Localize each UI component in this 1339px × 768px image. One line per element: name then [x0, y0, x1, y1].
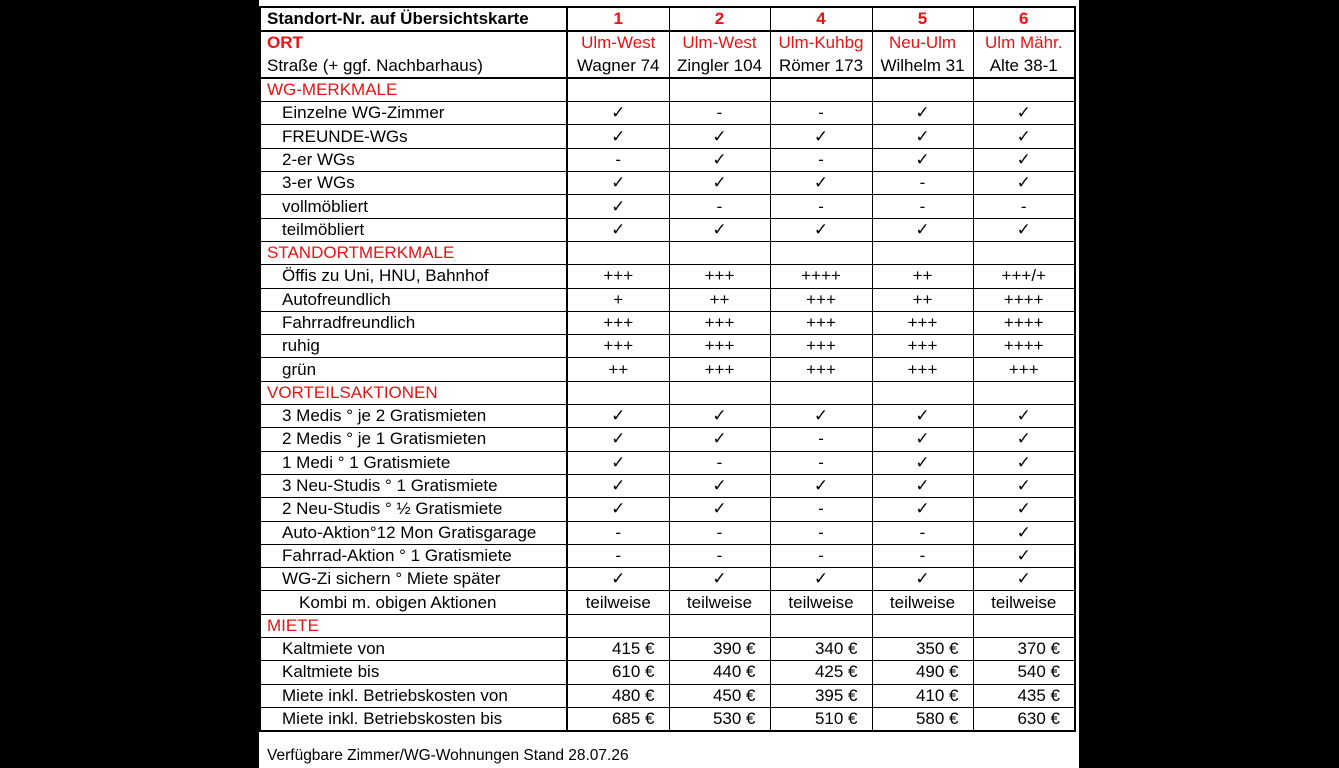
row-value: 340 € [770, 638, 872, 661]
row-value: ✓ [669, 428, 770, 451]
table-row [260, 265, 1075, 288]
row-value: ✓ [770, 172, 872, 195]
row-value: 530 € [669, 707, 770, 731]
table-row [260, 218, 1075, 241]
row-value: 685 € [567, 707, 669, 731]
row-value: ✓ [567, 218, 669, 241]
location-ort: Ulm Mähr. [973, 31, 1075, 54]
table-row [260, 591, 1075, 614]
row-label: teilmöbliert [260, 218, 567, 241]
row-value: teilweise [872, 591, 973, 614]
header-row-strasse [260, 55, 1075, 78]
row-value: ✓ [973, 218, 1075, 241]
row-value: 390 € [669, 638, 770, 661]
row-value: 580 € [872, 707, 973, 731]
row-value: 440 € [669, 661, 770, 684]
row-value: +++ [567, 311, 669, 334]
empty-cell [973, 381, 1075, 404]
row-label: grün [260, 358, 567, 381]
table-row [260, 428, 1075, 451]
row-value: ✓ [973, 102, 1075, 125]
row-value: ✓ [872, 125, 973, 148]
row-label: 2-er WGs [260, 148, 567, 171]
row-value: 415 € [567, 638, 669, 661]
location-number: 2 [669, 7, 770, 31]
row-label: Miete inkl. Betriebskosten von [260, 684, 567, 707]
row-value: - [770, 148, 872, 171]
header-row-number [260, 7, 1075, 31]
empty-cell [567, 241, 669, 264]
table-row [260, 544, 1075, 567]
row-value: ✓ [669, 148, 770, 171]
row-value: - [669, 544, 770, 567]
table-row [260, 661, 1075, 684]
table-row [260, 684, 1075, 707]
row-value: ✓ [669, 568, 770, 591]
empty-cell [669, 381, 770, 404]
table-row [260, 638, 1075, 661]
row-value: ✓ [770, 474, 872, 497]
row-value: 425 € [770, 661, 872, 684]
row-value: ✓ [669, 172, 770, 195]
row-label: Miete inkl. Betriebskosten bis [260, 707, 567, 731]
table-row [260, 498, 1075, 521]
table-row [260, 474, 1075, 497]
row-value: +++ [770, 358, 872, 381]
row-value: - [770, 498, 872, 521]
row-value: ✓ [567, 451, 669, 474]
row-value: ✓ [872, 498, 973, 521]
row-value: +++ [872, 311, 973, 334]
ort-label: ORT [260, 31, 567, 54]
row-value: - [770, 451, 872, 474]
row-value: ✓ [973, 125, 1075, 148]
row-value: ++++ [973, 288, 1075, 311]
row-label: 2 Neu-Studis ° ½ Gratismiete [260, 498, 567, 521]
empty-cell [770, 381, 872, 404]
row-value: - [567, 521, 669, 544]
row-label: Auto-Aktion°12 Mon Gratisgarage [260, 521, 567, 544]
row-value: ✓ [872, 474, 973, 497]
row-value: ✓ [567, 405, 669, 428]
row-value: +++ [770, 288, 872, 311]
row-value: 435 € [973, 684, 1075, 707]
row-value: - [872, 521, 973, 544]
row-value: - [872, 195, 973, 218]
row-label: 3 Neu-Studis ° 1 Gratismiete [260, 474, 567, 497]
row-value: ++ [872, 288, 973, 311]
row-value: 450 € [669, 684, 770, 707]
row-value: - [770, 102, 872, 125]
row-value: teilweise [669, 591, 770, 614]
row-value: ✓ [973, 544, 1075, 567]
row-value: ✓ [973, 172, 1075, 195]
empty-cell [669, 241, 770, 264]
row-value: ++++ [973, 311, 1075, 334]
empty-cell [669, 78, 770, 102]
row-value: +++ [872, 358, 973, 381]
location-ort: Neu-Ulm [872, 31, 973, 54]
row-value: ++ [567, 358, 669, 381]
empty-cell [973, 78, 1075, 102]
row-value: ✓ [973, 451, 1075, 474]
row-value: ✓ [973, 405, 1075, 428]
row-value: ✓ [669, 474, 770, 497]
row-value: ✓ [567, 498, 669, 521]
row-value: 540 € [973, 661, 1075, 684]
table-row [260, 172, 1075, 195]
row-value: - [872, 544, 973, 567]
section-row [260, 241, 1075, 264]
empty-cell [872, 241, 973, 264]
location-ort: Ulm-West [567, 31, 669, 54]
header-title: Standort-Nr. auf Übersichtskarte [260, 7, 567, 31]
table-row [260, 707, 1075, 731]
row-label: 2 Medis ° je 1 Gratismieten [260, 428, 567, 451]
row-value: ✓ [973, 474, 1075, 497]
section-row [260, 614, 1075, 637]
row-label: ruhig [260, 335, 567, 358]
row-value: ✓ [973, 148, 1075, 171]
row-value: ✓ [567, 172, 669, 195]
row-value: 490 € [872, 661, 973, 684]
table-row [260, 405, 1075, 428]
row-value: +++ [973, 358, 1075, 381]
row-value: +++ [567, 335, 669, 358]
row-value: - [669, 102, 770, 125]
section-title: VORTEILSAKTIONEN [260, 381, 567, 404]
row-value: ✓ [872, 405, 973, 428]
row-value: ✓ [567, 125, 669, 148]
row-value: +++ [669, 311, 770, 334]
row-label: FREUNDE-WGs [260, 125, 567, 148]
location-strasse: Wagner 74 [567, 55, 669, 78]
location-ort: Ulm-Kuhbg [770, 31, 872, 54]
sheet [259, 0, 1079, 768]
table-row [260, 125, 1075, 148]
table-row [260, 195, 1075, 218]
row-value: ✓ [872, 428, 973, 451]
row-value: 370 € [973, 638, 1075, 661]
section-row [260, 381, 1075, 404]
location-number: 4 [770, 7, 872, 31]
empty-cell [567, 78, 669, 102]
row-value: ✓ [872, 218, 973, 241]
row-value: ✓ [770, 125, 872, 148]
row-label: Fahrrad-Aktion ° 1 Gratismiete [260, 544, 567, 567]
location-number: 5 [872, 7, 973, 31]
row-value: ✓ [669, 498, 770, 521]
row-value: teilweise [973, 591, 1075, 614]
row-value: ++ [669, 288, 770, 311]
location-number: 6 [973, 7, 1075, 31]
section-row [260, 78, 1075, 102]
empty-cell [872, 381, 973, 404]
table-row [260, 451, 1075, 474]
row-value: ++++ [770, 265, 872, 288]
row-value: ✓ [872, 451, 973, 474]
empty-cell [770, 78, 872, 102]
row-value: 350 € [872, 638, 973, 661]
empty-cell [872, 614, 973, 637]
empty-cell [973, 614, 1075, 637]
strasse-label: Straße (+ ggf. Nachbarhaus) [260, 55, 567, 78]
footer-note: Verfügbare Zimmer/WG-Wohnungen Stand 28.07.26 [267, 747, 629, 764]
row-value: - [770, 428, 872, 451]
row-label: 3-er WGs [260, 172, 567, 195]
row-value: ✓ [669, 218, 770, 241]
row-value: 395 € [770, 684, 872, 707]
row-value: - [669, 451, 770, 474]
comparison-table [259, 6, 1076, 732]
row-value: - [567, 544, 669, 567]
row-value: - [770, 544, 872, 567]
empty-cell [973, 241, 1075, 264]
row-label: vollmöbliert [260, 195, 567, 218]
row-value: - [770, 521, 872, 544]
row-value: 610 € [567, 661, 669, 684]
table-row [260, 521, 1075, 544]
location-strasse: Alte 38-1 [973, 55, 1075, 78]
table-row [260, 568, 1075, 591]
row-value: 480 € [567, 684, 669, 707]
empty-cell [872, 78, 973, 102]
row-label: Fahrradfreundlich [260, 311, 567, 334]
row-value: ✓ [770, 218, 872, 241]
row-value: teilweise [770, 591, 872, 614]
row-value: +++/+ [973, 265, 1075, 288]
empty-cell [770, 614, 872, 637]
section-title: MIETE [260, 614, 567, 637]
row-label: Kaltmiete von [260, 638, 567, 661]
row-value: - [770, 195, 872, 218]
row-value: ✓ [567, 474, 669, 497]
row-value: - [872, 172, 973, 195]
row-value: - [669, 195, 770, 218]
row-value: 410 € [872, 684, 973, 707]
table-row [260, 148, 1075, 171]
row-label: Öffis zu Uni, HNU, Bahnhof [260, 265, 567, 288]
row-value: ✓ [973, 568, 1075, 591]
row-label: Autofreundlich [260, 288, 567, 311]
row-value: ✓ [770, 405, 872, 428]
location-ort: Ulm-West [669, 31, 770, 54]
row-value: - [567, 148, 669, 171]
row-value: ++++ [973, 335, 1075, 358]
row-value: ✓ [567, 428, 669, 451]
empty-cell [567, 381, 669, 404]
table-row [260, 335, 1075, 358]
row-label: Kaltmiete bis [260, 661, 567, 684]
row-value: ✓ [567, 568, 669, 591]
location-strasse: Zingler 104 [669, 55, 770, 78]
row-value: ✓ [872, 148, 973, 171]
row-value: 510 € [770, 707, 872, 731]
section-title: STANDORTMERKMALE [260, 241, 567, 264]
row-value: - [669, 521, 770, 544]
row-value: ✓ [973, 498, 1075, 521]
row-value: +++ [567, 265, 669, 288]
table-row [260, 311, 1075, 334]
row-value: + [567, 288, 669, 311]
row-value: ✓ [669, 125, 770, 148]
row-value: ✓ [973, 521, 1075, 544]
empty-cell [669, 614, 770, 637]
row-value: +++ [770, 311, 872, 334]
location-strasse: Wilhelm 31 [872, 55, 973, 78]
row-value: 630 € [973, 707, 1075, 731]
row-value: ✓ [872, 102, 973, 125]
row-value: ✓ [669, 405, 770, 428]
row-value: +++ [669, 358, 770, 381]
row-label: WG-Zi sichern ° Miete später [260, 568, 567, 591]
row-value: ✓ [973, 428, 1075, 451]
row-label: Kombi m. obigen Aktionen [260, 591, 567, 614]
row-value: ✓ [770, 568, 872, 591]
row-value: - [973, 195, 1075, 218]
row-label: 3 Medis ° je 2 Gratismieten [260, 405, 567, 428]
table-row [260, 102, 1075, 125]
location-strasse: Römer 173 [770, 55, 872, 78]
row-value: +++ [770, 335, 872, 358]
table-row [260, 288, 1075, 311]
section-title: WG-MERKMALE [260, 78, 567, 102]
location-number: 1 [567, 7, 669, 31]
row-label: Einzelne WG-Zimmer [260, 102, 567, 125]
row-value: teilweise [567, 591, 669, 614]
row-value: +++ [872, 335, 973, 358]
table-row [260, 358, 1075, 381]
row-value: ✓ [567, 102, 669, 125]
empty-cell [567, 614, 669, 637]
row-label: 1 Medi ° 1 Gratismiete [260, 451, 567, 474]
header-row-ort [260, 31, 1075, 54]
empty-cell [770, 241, 872, 264]
row-value: ✓ [872, 568, 973, 591]
row-value: ✓ [567, 195, 669, 218]
row-value: +++ [669, 335, 770, 358]
row-value: ++ [872, 265, 973, 288]
row-value: +++ [669, 265, 770, 288]
